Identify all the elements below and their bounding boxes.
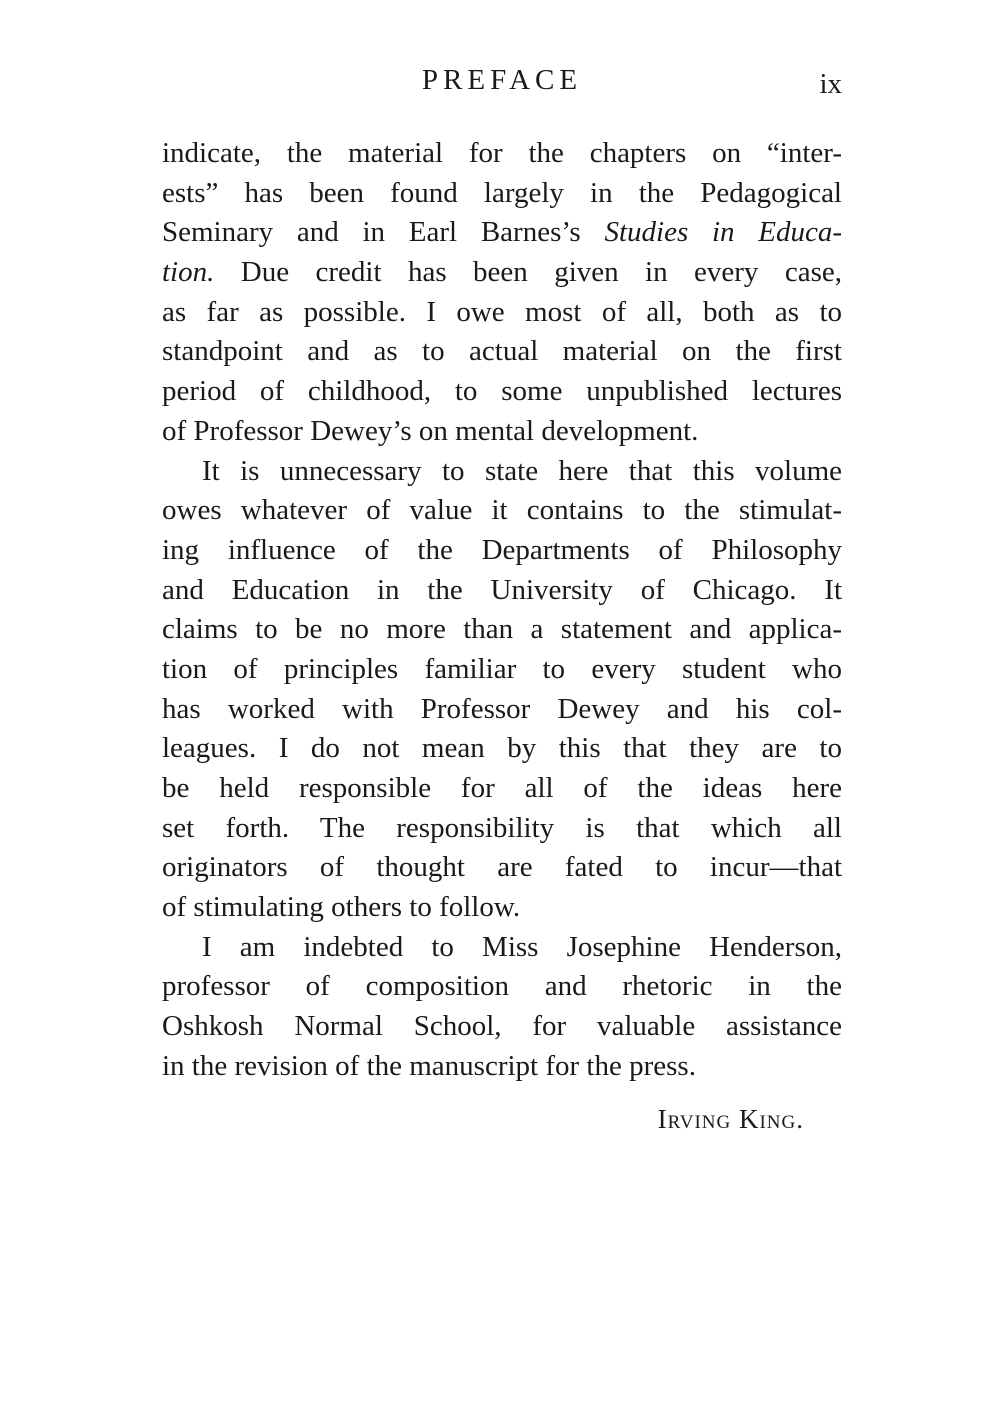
text-line: leagues. I do not mean by this that they are to bbox=[162, 732, 842, 765]
text-line: professor of composition and rhetoric in the bbox=[162, 970, 842, 1003]
text-line: has worked with Professor Dewey and his col- bbox=[162, 692, 842, 725]
page-header bbox=[162, 64, 842, 104]
text-line: owes whatever of value it contains to the stimulat- bbox=[162, 494, 842, 527]
text-line: period of childhood, to some unpublished lectures bbox=[162, 375, 842, 408]
text-line: set forth. The responsibility is that which all bbox=[162, 811, 842, 844]
book-title-italic: Studies in Educa- bbox=[604, 216, 843, 249]
text-line: of stimulating others to follow. bbox=[162, 891, 521, 924]
author-signature: Irving King. bbox=[657, 1104, 804, 1134]
book-title-italic: tion. bbox=[162, 256, 215, 289]
text-line: claims to be no more than a statement and applica- bbox=[162, 613, 842, 646]
text-line: Oshkosh Normal School, for valuable assistance bbox=[162, 1010, 842, 1043]
text-line: It is unnecessary to state here that this volume bbox=[202, 454, 842, 487]
page-body bbox=[162, 134, 842, 1087]
running-head: PREFACE bbox=[421, 64, 583, 96]
text-line: tion of principles familiar to every student who bbox=[162, 652, 842, 685]
text-line bbox=[162, 213, 842, 253]
text-line: standpoint and as to actual material on the first bbox=[162, 335, 842, 368]
text-line: indicate, the material for the chapters on “inter- bbox=[162, 137, 842, 169]
text-line: and Education in the University of Chicago. It bbox=[162, 573, 842, 606]
text-fragment: Due credit has been given in every case, bbox=[214, 256, 842, 289]
text-line: ests” has been found largely in the Pedagogical bbox=[162, 176, 842, 209]
text-line: of Professor Dewey’s on mental development. bbox=[162, 414, 699, 447]
text-line: originators of thought are fated to incur—that bbox=[162, 851, 842, 884]
text-line: in the revision of the manuscript for the press. bbox=[162, 1049, 696, 1082]
text-line: ing influence of the Departments of Philosophy bbox=[162, 533, 842, 566]
text-line: as far as possible. I owe most of all, both as to bbox=[162, 295, 842, 328]
page-number: ix bbox=[819, 68, 842, 100]
text-line bbox=[162, 253, 842, 293]
text-line: be held responsible for all of the ideas here bbox=[162, 772, 842, 804]
text-fragment: Seminary and in Earl Barnes’s bbox=[162, 216, 605, 249]
text-line: I am indebted to Miss Josephine Henderson, bbox=[202, 930, 842, 963]
